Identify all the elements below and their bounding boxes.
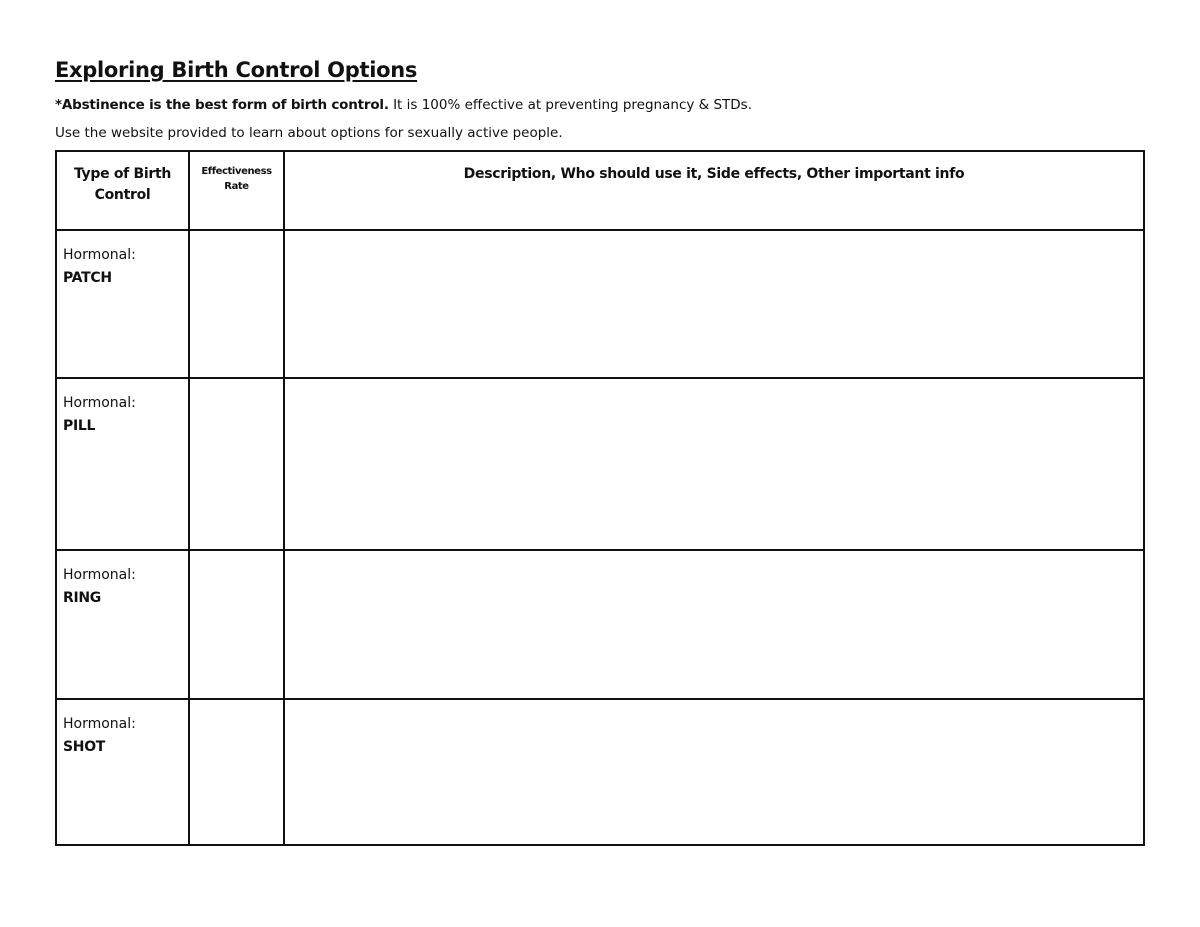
description-cell[interactable] [284,378,1144,550]
table-row [56,378,1144,550]
table-row [56,230,1144,378]
effectiveness-cell[interactable] [189,378,284,550]
method-label: RING [63,590,101,606]
description-cell[interactable] [284,550,1144,699]
header-description: Description, Who should use it, Side effects, Other important info [463,166,965,182]
category-label: Hormonal: [63,247,136,263]
table-row [56,550,1144,699]
effectiveness-cell[interactable] [189,550,284,699]
type-cell [56,699,189,845]
abstinence-note-bold: *Abstinence is the best form of birth control. [55,97,389,113]
category-label: Hormonal: [63,716,136,732]
category-label: Hormonal: [63,567,136,583]
method-label: SHOT [63,739,106,755]
effectiveness-cell[interactable] [189,699,284,845]
header-type-cell [56,151,189,230]
table-header-row [56,151,1144,230]
method-label: PATCH [63,270,112,286]
header-effectiveness-cell [189,151,284,230]
method-label: PILL [63,418,96,434]
effectiveness-cell[interactable] [189,230,284,378]
type-cell [56,378,189,550]
header-effectiveness: Effectiveness Rate [201,166,272,192]
table-row [56,699,1144,845]
header-type: Type of Birth Control [73,166,172,203]
type-cell [56,550,189,699]
abstinence-note [55,97,752,113]
birth-control-table [55,150,1145,846]
page-title: Exploring Birth Control Options [55,58,418,82]
description-cell[interactable] [284,699,1144,845]
description-cell[interactable] [284,230,1144,378]
abstinence-note-rest: It is 100% effective at preventing pregnancy & STDs. [388,97,753,113]
instruction-text: Use the website provided to learn about options for sexually active people. [55,125,563,141]
type-cell [56,230,189,378]
category-label: Hormonal: [63,395,136,411]
header-description-cell [284,151,1144,230]
